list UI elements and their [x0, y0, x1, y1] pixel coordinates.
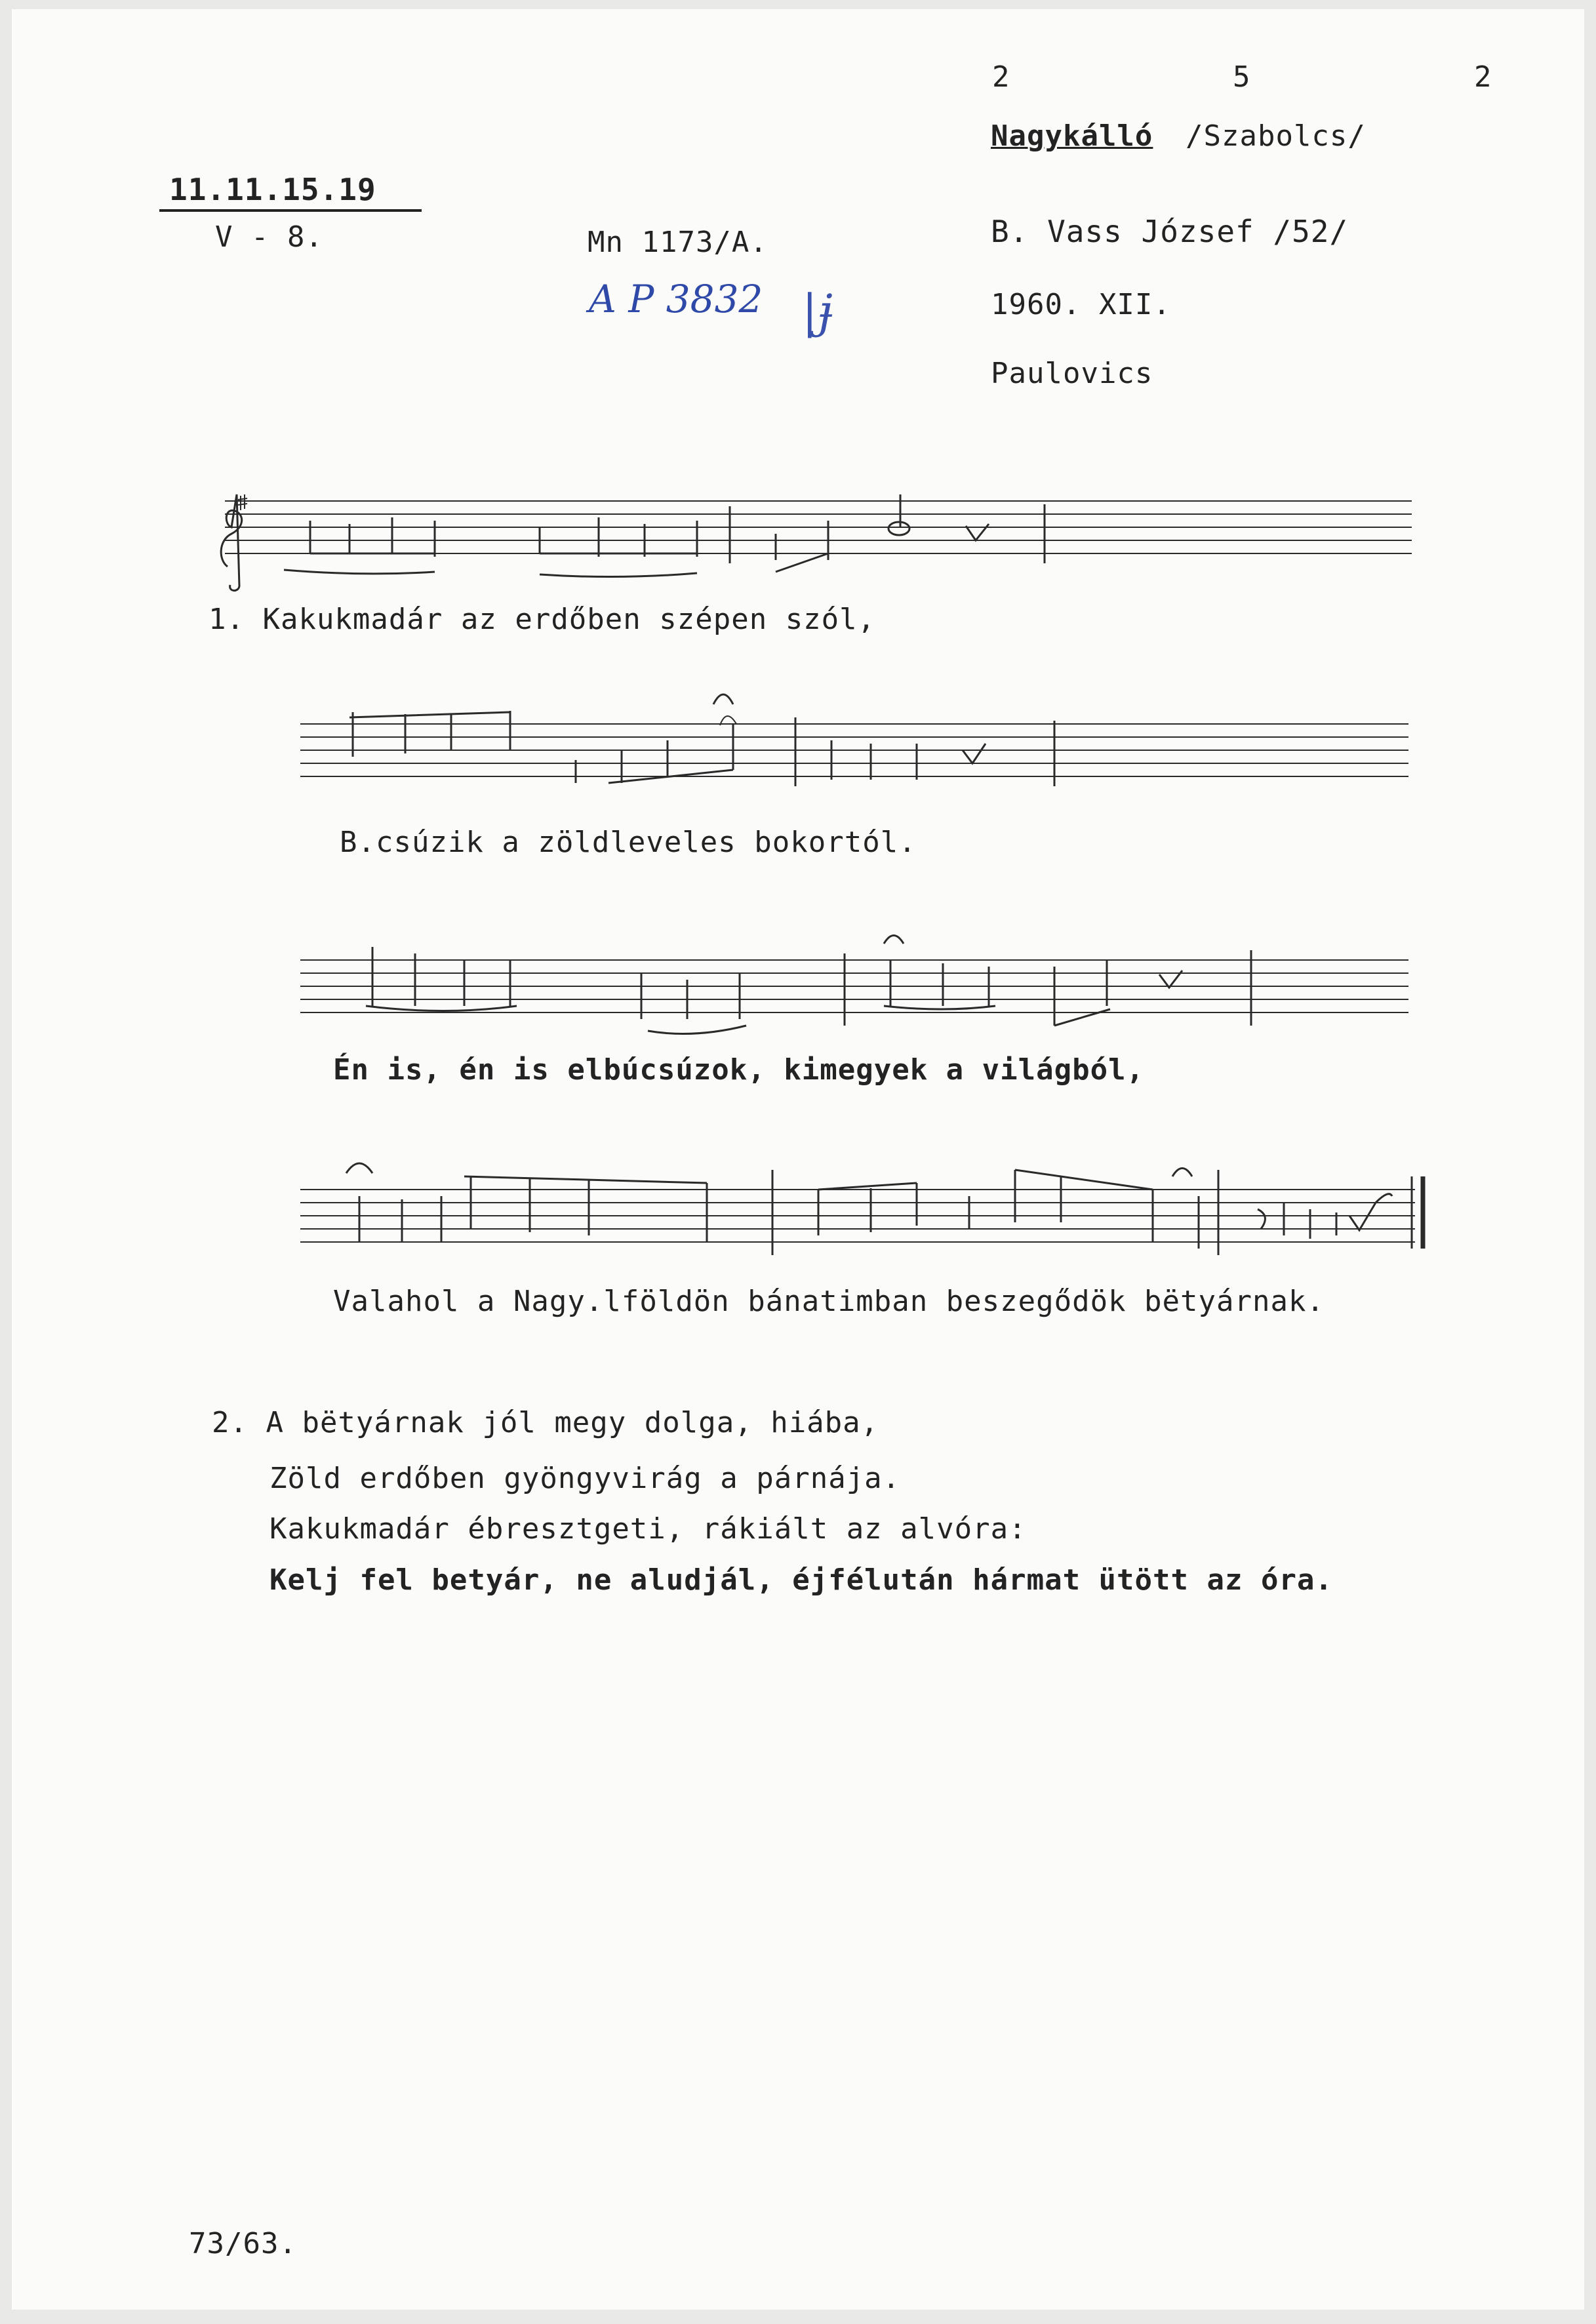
- lyric-line-4: Valahol a Nagy.lföldön bánatimban beszegődök bëtyárnak.: [333, 1285, 1325, 1318]
- tape-reference: Mn 1173/A.: [588, 226, 768, 259]
- column-number-3: 2: [1474, 60, 1492, 94]
- page-code: 73/63.: [189, 2227, 297, 2260]
- music-staff-1: [199, 488, 1412, 593]
- lyric-line-1: 1. Kakukmadár az erdőben szépen szól,: [209, 603, 876, 636]
- catalog-number: 11.11.15.19: [169, 172, 376, 207]
- breath-mark-icon: [966, 524, 989, 540]
- region: /Szabolcs/: [1186, 119, 1366, 153]
- stanza2-line-3: Kakukmadár ébresztgeti, rákiált az alvóra:: [269, 1512, 1027, 1546]
- handwritten-reference: A P 3832: [589, 277, 763, 321]
- collector: Paulovics: [991, 357, 1153, 390]
- handwritten-mark: |ɉ: [802, 285, 832, 338]
- music-staff-3: [300, 934, 1408, 1039]
- column-number-1: 2: [992, 60, 1010, 94]
- lyric-line-3: Én is, én is elbúcsúzok, kimegyek a világból,: [333, 1053, 1145, 1087]
- catalog-underline: [159, 209, 422, 212]
- stanza2-line-2: Zöld erdőben gyöngyvirág a párnája.: [269, 1462, 901, 1495]
- column-number-2: 5: [1233, 60, 1251, 94]
- treble-clef-icon: [221, 494, 242, 591]
- location: Nagykálló: [991, 119, 1153, 153]
- type-code: V - 8.: [215, 220, 323, 254]
- lyric-line-2: B.csúzik a zöldleveles bokortól.: [340, 826, 917, 859]
- music-staff-4: [300, 1150, 1481, 1268]
- music-staff-2: [300, 704, 1408, 796]
- document-page: [12, 9, 1584, 2310]
- recording-date: 1960. XII.: [991, 288, 1171, 321]
- performer: B. Vass József /52/: [991, 214, 1349, 249]
- music-note: [888, 522, 909, 535]
- stanza2-line-4: Kelj fel betyár, ne aludjál, éjfélután hármat ütött az óra.: [269, 1563, 1333, 1597]
- stanza2-line-1: 2. A bëtyárnak jól megy dolga, hiába,: [212, 1406, 879, 1439]
